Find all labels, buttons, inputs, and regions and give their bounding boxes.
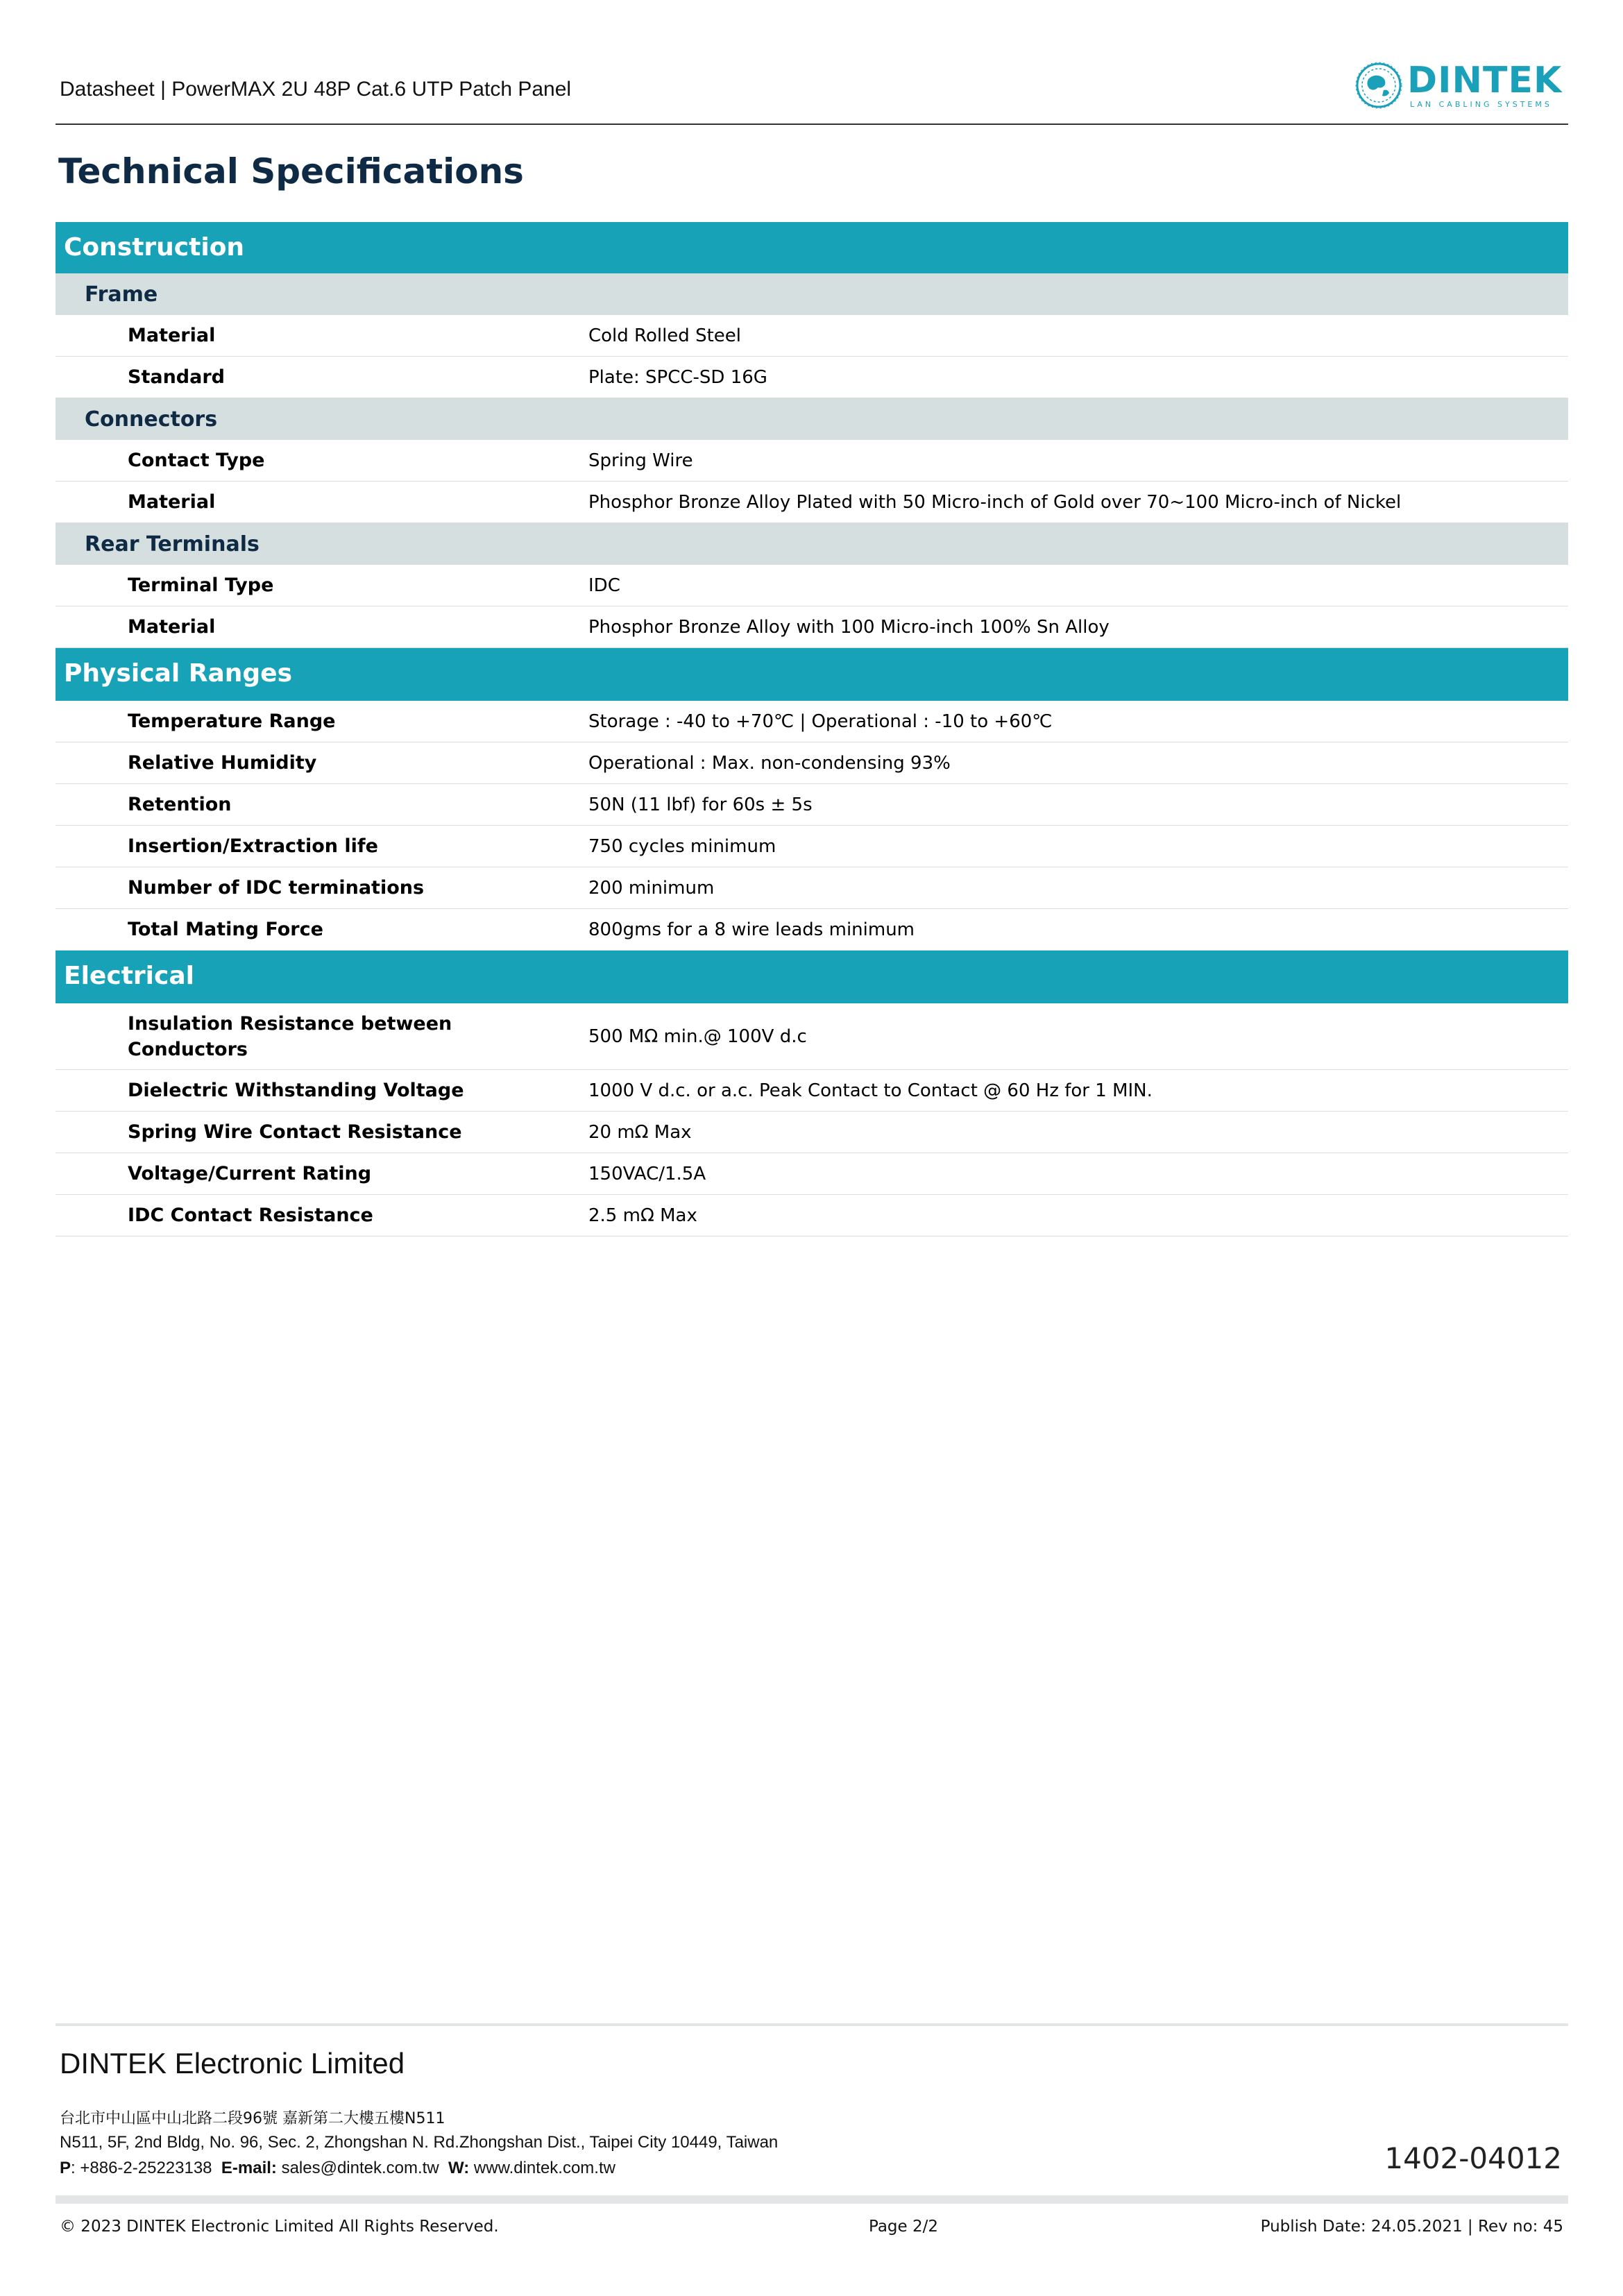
- spec-label: Retention: [128, 794, 232, 815]
- spec-label: Relative Humidity: [128, 752, 317, 774]
- logo-wordmark: DINTEK: [1407, 60, 1563, 101]
- globe-icon: [1354, 61, 1403, 110]
- spec-value: 800gms for a 8 wire leads minimum: [588, 919, 915, 940]
- subsection-header-frame: Frame: [56, 273, 1568, 315]
- spec-value: 500 MΩ min.@ 100V d.c: [588, 1026, 807, 1047]
- spec-label: Number of IDC terminations: [128, 877, 425, 899]
- web-label: W:: [448, 2159, 470, 2177]
- table-row: [56, 565, 1568, 606]
- address-chinese: 台北市中山區中山北路二段96號 嘉新第二大樓五樓N511: [60, 2110, 445, 2127]
- footer-divider: [56, 2023, 1568, 2026]
- subsection-header-rear-terminals: Rear Terminals: [56, 523, 1568, 565]
- email-label: E-mail:: [221, 2159, 277, 2177]
- phone-label: P: [60, 2159, 71, 2177]
- page-number: Page 2/2: [869, 2218, 939, 2236]
- spec-label: Spring Wire Contact Resistance: [128, 1121, 462, 1143]
- table-row: [56, 867, 1568, 909]
- logo-tagline: LAN CABLING SYSTEMS: [1410, 100, 1552, 109]
- spec-value: 750 cycles minimum: [588, 835, 776, 857]
- spec-label: Contact Type: [128, 450, 265, 471]
- section-header-physical-ranges: Physical Ranges: [56, 648, 1568, 701]
- subsection-header-connectors: Connectors: [56, 398, 1568, 440]
- table-row: [56, 606, 1568, 648]
- spec-value: Phosphor Bronze Alloy with 100 Micro-inch 100% Sn Alloy: [588, 616, 1110, 638]
- spec-label: Insertion/Extraction life: [128, 835, 378, 857]
- company-name: DINTEK Electronic Limited: [60, 2047, 405, 2080]
- spec-label: Terminal Type: [128, 575, 274, 596]
- spec-value: 1000 V d.c. or a.c. Peak Contact to Contact @ 60 Hz for 1 MIN.: [588, 1080, 1153, 1101]
- table-row: [56, 482, 1568, 523]
- table-row: [56, 701, 1568, 742]
- spec-label: Total Mating Force: [128, 919, 323, 940]
- section-header-construction: Construction: [56, 222, 1568, 273]
- table-row: [56, 909, 1568, 951]
- table-row: [56, 440, 1568, 482]
- page-header: [56, 56, 1568, 125]
- spec-label: IDC Contact Resistance: [128, 1205, 373, 1226]
- table-row: [56, 1112, 1568, 1153]
- table-row: [56, 1070, 1568, 1112]
- footer-bar: [56, 2195, 1568, 2204]
- spec-label: Material: [128, 616, 216, 638]
- spec-value: 50N (11 lbf) for 60s ± 5s: [588, 794, 813, 815]
- spec-label: Insulation Resistance between Conductors: [128, 1012, 452, 1060]
- spec-value: 2.5 mΩ Max: [588, 1205, 697, 1226]
- table-row: [56, 1003, 1568, 1070]
- spec-label: Material: [128, 491, 216, 513]
- dintek-logo: [1354, 61, 1563, 111]
- table-row: [56, 1153, 1568, 1195]
- spec-value: IDC: [588, 575, 620, 596]
- table-row: [56, 315, 1568, 357]
- header-divider: [56, 124, 1568, 125]
- table-row: [56, 784, 1568, 826]
- spec-value: Cold Rolled Steel: [588, 325, 741, 346]
- table-row: [56, 826, 1568, 867]
- page-title: Technical Specifications: [58, 151, 524, 192]
- website-link[interactable]: www.dintek.com.tw: [473, 2159, 615, 2177]
- spec-table: [56, 222, 1568, 1236]
- spec-value: Plate: SPCC-SD 16G: [588, 366, 767, 388]
- table-row: [56, 1195, 1568, 1236]
- spec-value: Storage : -40 to +70℃ | Operational : -10 to +60℃: [588, 711, 1053, 732]
- contact-line: [60, 2159, 615, 2178]
- spec-value: 150VAC/1.5A: [588, 1163, 706, 1184]
- section-header-electrical: Electrical: [56, 951, 1568, 1003]
- publish-info: Publish Date: 24.05.2021 | Rev no: 45: [1260, 2218, 1563, 2236]
- part-number: 1402-04012: [1384, 2141, 1562, 2175]
- document-title: Datasheet | PowerMAX 2U 48P Cat.6 UTP Patch Panel: [60, 78, 572, 101]
- phone-number: : +886-2-25223138: [71, 2159, 212, 2177]
- spec-value: Spring Wire: [588, 450, 693, 471]
- spec-value: 200 minimum: [588, 877, 715, 899]
- table-row: [56, 742, 1568, 784]
- spec-value: Operational : Max. non-condensing 93%: [588, 752, 951, 774]
- spec-label: Material: [128, 325, 216, 346]
- spec-label: Dielectric Withstanding Voltage: [128, 1080, 464, 1101]
- copyright: © 2023 DINTEK Electronic Limited All Rights Reserved.: [60, 2218, 499, 2236]
- spec-label: Standard: [128, 366, 225, 388]
- spec-label: Voltage/Current Rating: [128, 1163, 372, 1184]
- spec-label: Temperature Range: [128, 711, 336, 732]
- email-link[interactable]: sales@dintek.com.tw: [281, 2159, 439, 2177]
- spec-value: 20 mΩ Max: [588, 1121, 692, 1143]
- table-row: [56, 357, 1568, 398]
- spec-value: Phosphor Bronze Alloy Plated with 50 Micro-inch of Gold over 70~100 Micro-inch of Nickel: [588, 491, 1402, 513]
- address-english: N511, 5F, 2nd Bldg, No. 96, Sec. 2, Zhongshan N. Rd.Zhongshan Dist., Taipei City 10449, Taiwan: [60, 2133, 779, 2152]
